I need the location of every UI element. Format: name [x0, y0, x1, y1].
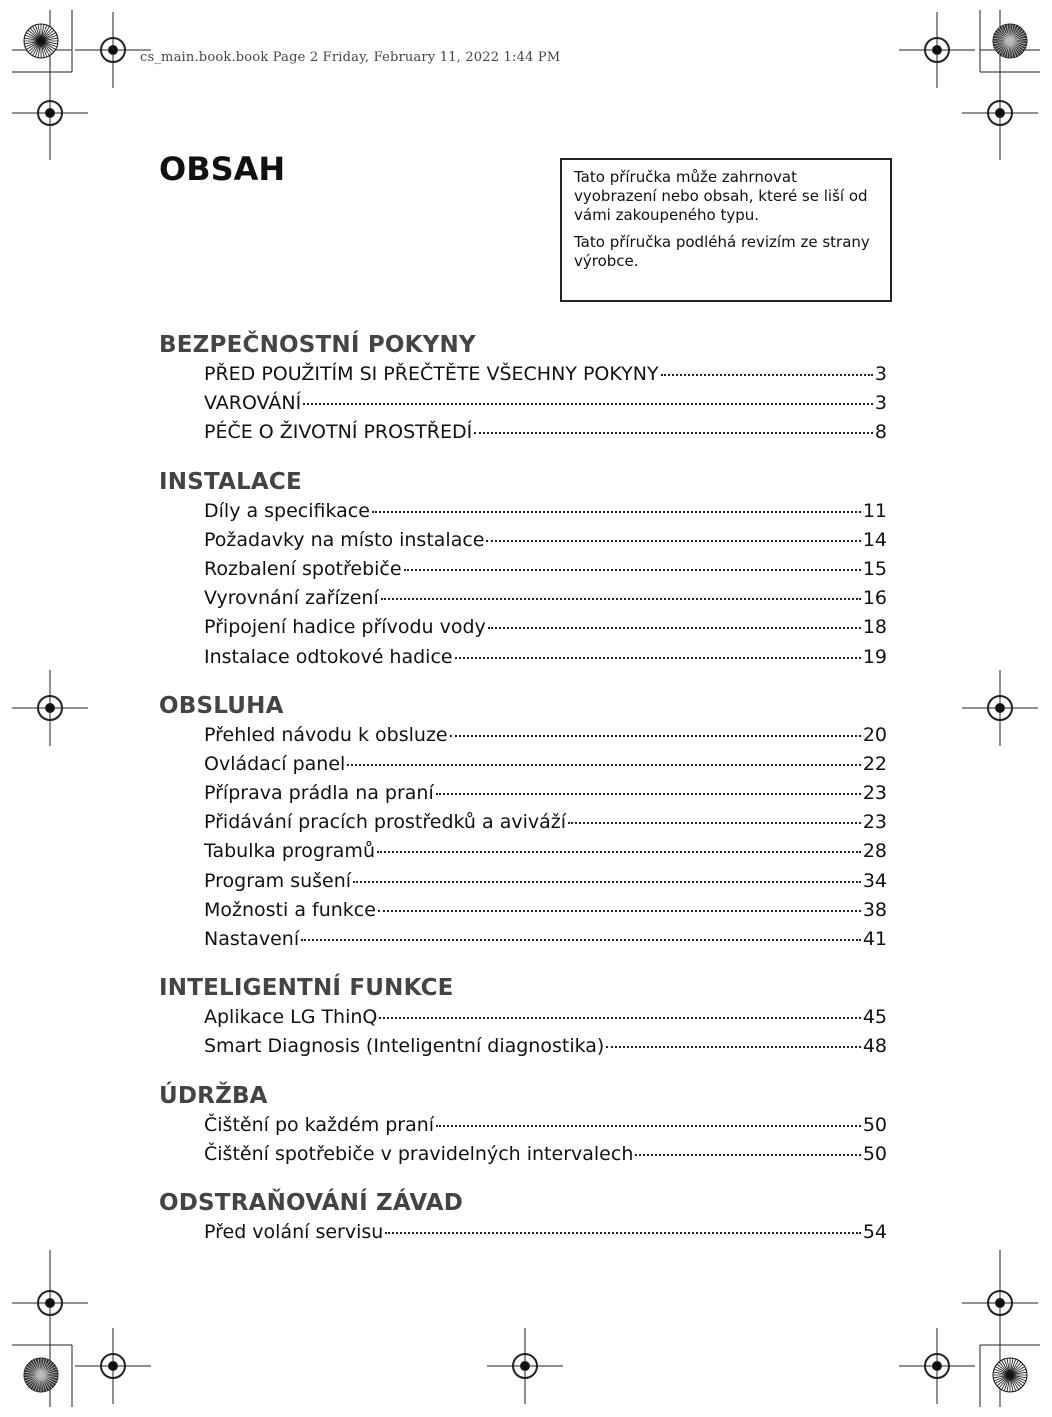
toc-entry-page-number: 41: [862, 928, 887, 950]
toc-entry-title: Přidávání pracích prostředků a aviváží: [204, 811, 566, 834]
toc-entry-page-number: 23: [862, 811, 887, 834]
dot-leader: [353, 881, 861, 883]
toc-entry-title: Čištění spotřebiče v pravidelných intervalech: [204, 1142, 634, 1165]
toc-entry-title: Před volání servisu: [204, 1220, 384, 1243]
registration-mark-right-middle: [962, 670, 1038, 746]
dot-leader: [436, 1125, 861, 1127]
toc-entry-title: Požadavky na místo instalace: [204, 528, 485, 551]
toc-section-heading: INTELIGENTNÍ FUNKCE: [159, 975, 454, 1002]
toc-entry-page-number: 38: [862, 898, 887, 921]
toc-entry-page-number: 34: [862, 869, 887, 892]
toc-entry[interactable]: [204, 808, 887, 837]
toc-section: [159, 1081, 887, 1169]
toc-entry-page-number: 50: [862, 1113, 887, 1136]
toc-entry[interactable]: [204, 526, 887, 555]
toc-entry-title: Ovládací panel: [204, 752, 346, 775]
registration-mark-left-lower: [12, 1265, 88, 1341]
registration-mark-left-middle: [12, 670, 88, 746]
toc-entry[interactable]: [204, 750, 887, 779]
registration-mark-left-upper: [12, 75, 88, 151]
toc-section-heading: BEZPEČNOSTNÍ POKYNY: [159, 332, 476, 358]
toc-entry[interactable]: [204, 925, 887, 954]
dot-leader: [301, 939, 861, 941]
toc-entry[interactable]: [204, 555, 887, 584]
toc-entry-title: PŘED POUŽITÍM SI PŘEČTĚTE VŠECHNY POKYNY: [204, 363, 659, 385]
toc-section: [159, 973, 887, 1061]
toc-entry-page-number: 45: [862, 1006, 887, 1029]
toc-section-heading: OBSLUHA: [159, 692, 284, 719]
toc-entry-title: Rozbalení spotřebiče: [204, 557, 402, 580]
toc-entry-page-number: 19: [862, 645, 887, 668]
toc-entry-page-number: 23: [862, 782, 887, 805]
toc-entry-page-number: 18: [862, 616, 887, 639]
toc-entry[interactable]: [204, 497, 887, 526]
dot-leader: [474, 432, 873, 434]
toc-entry[interactable]: [204, 360, 887, 389]
toc-entry-title: Možnosti a funkce: [204, 898, 376, 921]
disclaimer-paragraph-2: Tato příručka podléhá revizím ze strany výrobce.: [574, 233, 870, 270]
toc-entry-title: Díly a specifikace: [204, 499, 370, 522]
dot-leader: [450, 735, 861, 737]
toc-section: [159, 1188, 887, 1247]
toc-entry-page-number: 15: [862, 557, 887, 580]
dot-leader: [347, 764, 861, 766]
toc-entry-page-number: 8: [874, 421, 887, 444]
toc-entry-title: Přehled návodu k obsluze: [204, 723, 448, 746]
dot-leader: [372, 511, 861, 513]
toc-entry-title: Aplikace LG ThinQ: [204, 1006, 378, 1029]
toc-entry-title: Program sušení: [204, 869, 352, 892]
page-title: OBSAH: [159, 150, 286, 188]
toc-entry-page-number: 11: [862, 499, 887, 522]
toc-entry-title: Vyrovnání zařízení: [204, 587, 379, 610]
toc-section-heading: ODSTRAŇOVÁNÍ ZÁVAD: [159, 1189, 464, 1216]
file-info-header: cs_main.book.book Page 2 Friday, February 11, 2022 1:44 PM: [140, 50, 561, 65]
starburst-mark-top-right: [993, 24, 1027, 58]
dot-leader: [377, 851, 861, 853]
toc-entry[interactable]: [204, 613, 887, 642]
toc-entry[interactable]: [204, 867, 887, 896]
toc-entry[interactable]: [204, 1140, 887, 1169]
toc-entry[interactable]: [204, 779, 887, 808]
disclaimer-box: [560, 158, 892, 302]
dot-leader: [379, 1017, 860, 1019]
table-of-contents: [159, 330, 887, 1266]
starburst-mark-bottom-left: [24, 1358, 58, 1392]
dot-leader: [661, 374, 873, 376]
toc-entry[interactable]: [204, 1032, 887, 1061]
registration-mark-bottom-right: [899, 1328, 975, 1404]
registration-mark-bottom-left: [75, 1328, 151, 1404]
toc-entry[interactable]: [204, 1218, 887, 1247]
registration-mark-right-lower: [962, 1265, 1038, 1341]
toc-entry[interactable]: [204, 1111, 887, 1140]
registration-mark-right-upper: [962, 75, 1038, 151]
toc-entry-title: VAROVÁNÍ: [204, 392, 302, 415]
toc-entry-page-number: 14: [862, 528, 887, 551]
toc-entry-page-number: 28: [862, 840, 887, 863]
dot-leader: [455, 657, 861, 659]
toc-section: [159, 691, 887, 955]
toc-section: [159, 467, 887, 672]
toc-entry-page-number: 54: [862, 1220, 887, 1243]
dot-leader: [635, 1154, 860, 1156]
dot-leader: [436, 793, 861, 795]
toc-entry-title: Tabulka programů: [204, 840, 375, 863]
toc-entry-page-number: 3: [874, 392, 887, 415]
toc-entry-page-number: 3: [874, 363, 887, 385]
toc-entry[interactable]: [204, 721, 887, 750]
dot-leader: [378, 910, 861, 912]
toc-entry-page-number: 16: [862, 587, 887, 610]
toc-entry[interactable]: [204, 418, 887, 447]
toc-entry-title: Připojení hadice přívodu vody: [204, 616, 486, 639]
toc-entry-title: Čištění po každém praní: [204, 1113, 435, 1136]
dot-leader: [404, 569, 861, 571]
toc-section: [159, 330, 887, 448]
dot-leader: [385, 1232, 860, 1234]
registration-mark-bottom-center: [487, 1328, 563, 1404]
toc-entry[interactable]: [204, 643, 887, 672]
toc-entry-title: Smart Diagnosis (Inteligentní diagnostika): [204, 1035, 605, 1058]
disclaimer-paragraph-1: Tato příručka může zahrnovat vyobrazení nebo obsah, které se liší od vámi zakoupeného typu.: [574, 168, 868, 224]
toc-entry-title: Instalace odtokové hadice: [204, 645, 453, 668]
registration-mark-top-right: [899, 12, 975, 88]
toc-entry-page-number: 48: [862, 1035, 887, 1058]
dot-leader: [488, 627, 861, 629]
dot-leader: [303, 403, 873, 405]
toc-section-heading: ÚDRŽBA: [159, 1082, 268, 1109]
starburst-mark-top-left: [24, 24, 58, 58]
toc-entry-title: Nastavení: [204, 928, 300, 950]
dot-leader: [606, 1046, 860, 1048]
toc-entry-title: PÉČE O ŽIVOTNÍ PROSTŘEDÍ: [204, 421, 473, 444]
toc-entry-title: Příprava prádla na praní: [204, 782, 434, 805]
toc-entry[interactable]: [204, 1003, 887, 1032]
toc-entry[interactable]: [204, 837, 887, 866]
dot-leader: [486, 540, 860, 542]
toc-entry[interactable]: [204, 584, 887, 613]
toc-entry-page-number: 20: [862, 723, 887, 746]
starburst-mark-bottom-right: [993, 1358, 1027, 1392]
toc-section-heading: INSTALACE: [159, 468, 302, 495]
toc-entry-page-number: 50: [862, 1142, 887, 1165]
toc-entry[interactable]: [204, 896, 887, 925]
toc-entry[interactable]: [204, 389, 887, 418]
dot-leader: [381, 598, 861, 600]
dot-leader: [568, 822, 861, 824]
toc-entry-page-number: 22: [862, 752, 887, 775]
